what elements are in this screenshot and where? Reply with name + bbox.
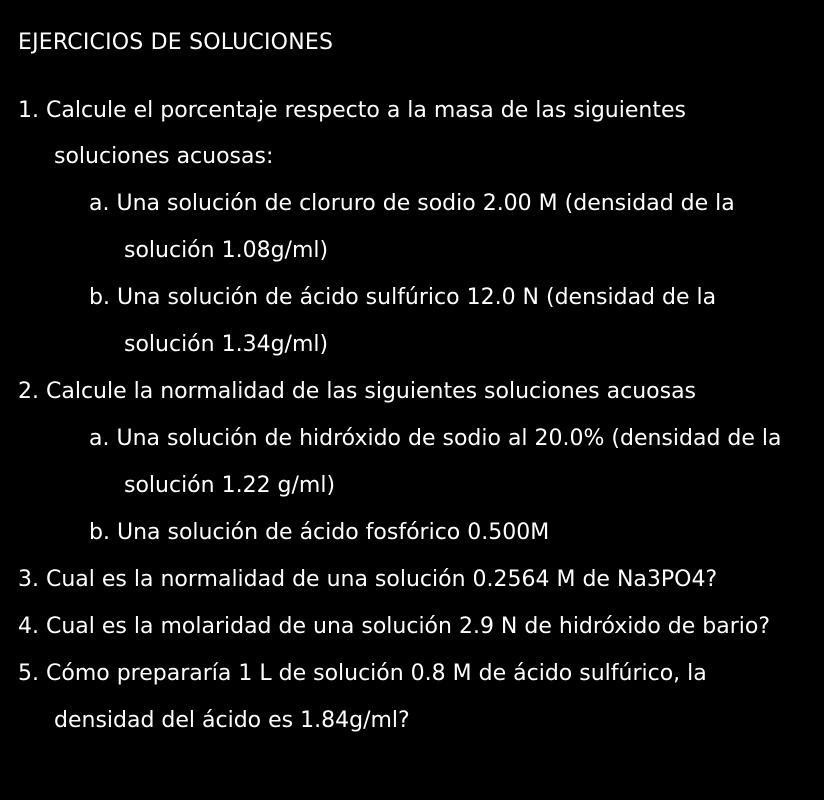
exercise-3-number: 3.	[18, 567, 39, 592]
exercise-2a-marker: a.	[89, 426, 110, 451]
exercise-2-text-line-1: Calcule la normalidad de las siguientes soluciones acuosas	[46, 379, 697, 404]
exercise-1a-text-line-1: Una solución de cloruro de sodio 2.00 M (densidad de la	[116, 191, 735, 216]
exercise-2a-text-line-1: Una solución de hidróxido de sodio al 20.0% (densidad de la	[116, 426, 782, 451]
exercise-1b-line-1	[89, 287, 716, 309]
exercise-1-text-line-1: Calcule el porcentaje respecto a la masa de las siguientes	[46, 98, 686, 123]
exercise-1a-text-line-2: solución 1.08g/ml)	[124, 238, 329, 263]
exercise-4-line-1	[18, 616, 770, 638]
exercise-1a-marker: a.	[89, 191, 110, 216]
exercise-2b-marker: b.	[89, 520, 110, 545]
exercise-3-line-1	[18, 569, 717, 591]
exercise-1-number: 1.	[18, 98, 39, 123]
exercise-5-line-1	[18, 663, 707, 685]
exercise-5-text-line-1: Cómo prepararía 1 L de solución 0.8 M de ácido sulfúrico, la	[46, 661, 707, 686]
exercise-1b-text-line-1: Una solución de ácido sulfúrico 12.0 N (densidad de la	[116, 285, 717, 310]
exercise-2b-text-line-1: Una solución de ácido fosfórico 0.500M	[116, 520, 550, 545]
exercise-3-text-line-1: Cual es la normalidad de una solución 0.2564 M de Na3PO4?	[46, 567, 718, 592]
exercise-2a-text-line-2: solución 1.22 g/ml)	[124, 473, 336, 498]
exercise-1b-marker: b.	[89, 285, 110, 310]
exercise-4-text-line-1: Cual es la molaridad de una solución 2.9 N de hidróxido de bario?	[46, 614, 771, 639]
exercise-2-line-1	[18, 381, 696, 403]
exercise-2a-line-1	[89, 428, 782, 450]
exercise-5-number: 5.	[18, 661, 39, 686]
exercise-4-number: 4.	[18, 614, 39, 639]
exercise-1-line-1	[18, 100, 686, 122]
document-title: EJERCICIOS DE SOLUCIONES	[18, 30, 334, 55]
exercise-1a-line-1	[89, 193, 735, 215]
exercise-2-number: 2.	[18, 379, 39, 404]
exercise-1b-text-line-2: solución 1.34g/ml)	[124, 332, 329, 357]
exercise-1-text-line-2: soluciones acuosas:	[54, 144, 274, 169]
exercise-5-text-line-2: densidad del ácido es 1.84g/ml?	[54, 708, 410, 733]
exercise-2b-line-1	[89, 522, 549, 544]
